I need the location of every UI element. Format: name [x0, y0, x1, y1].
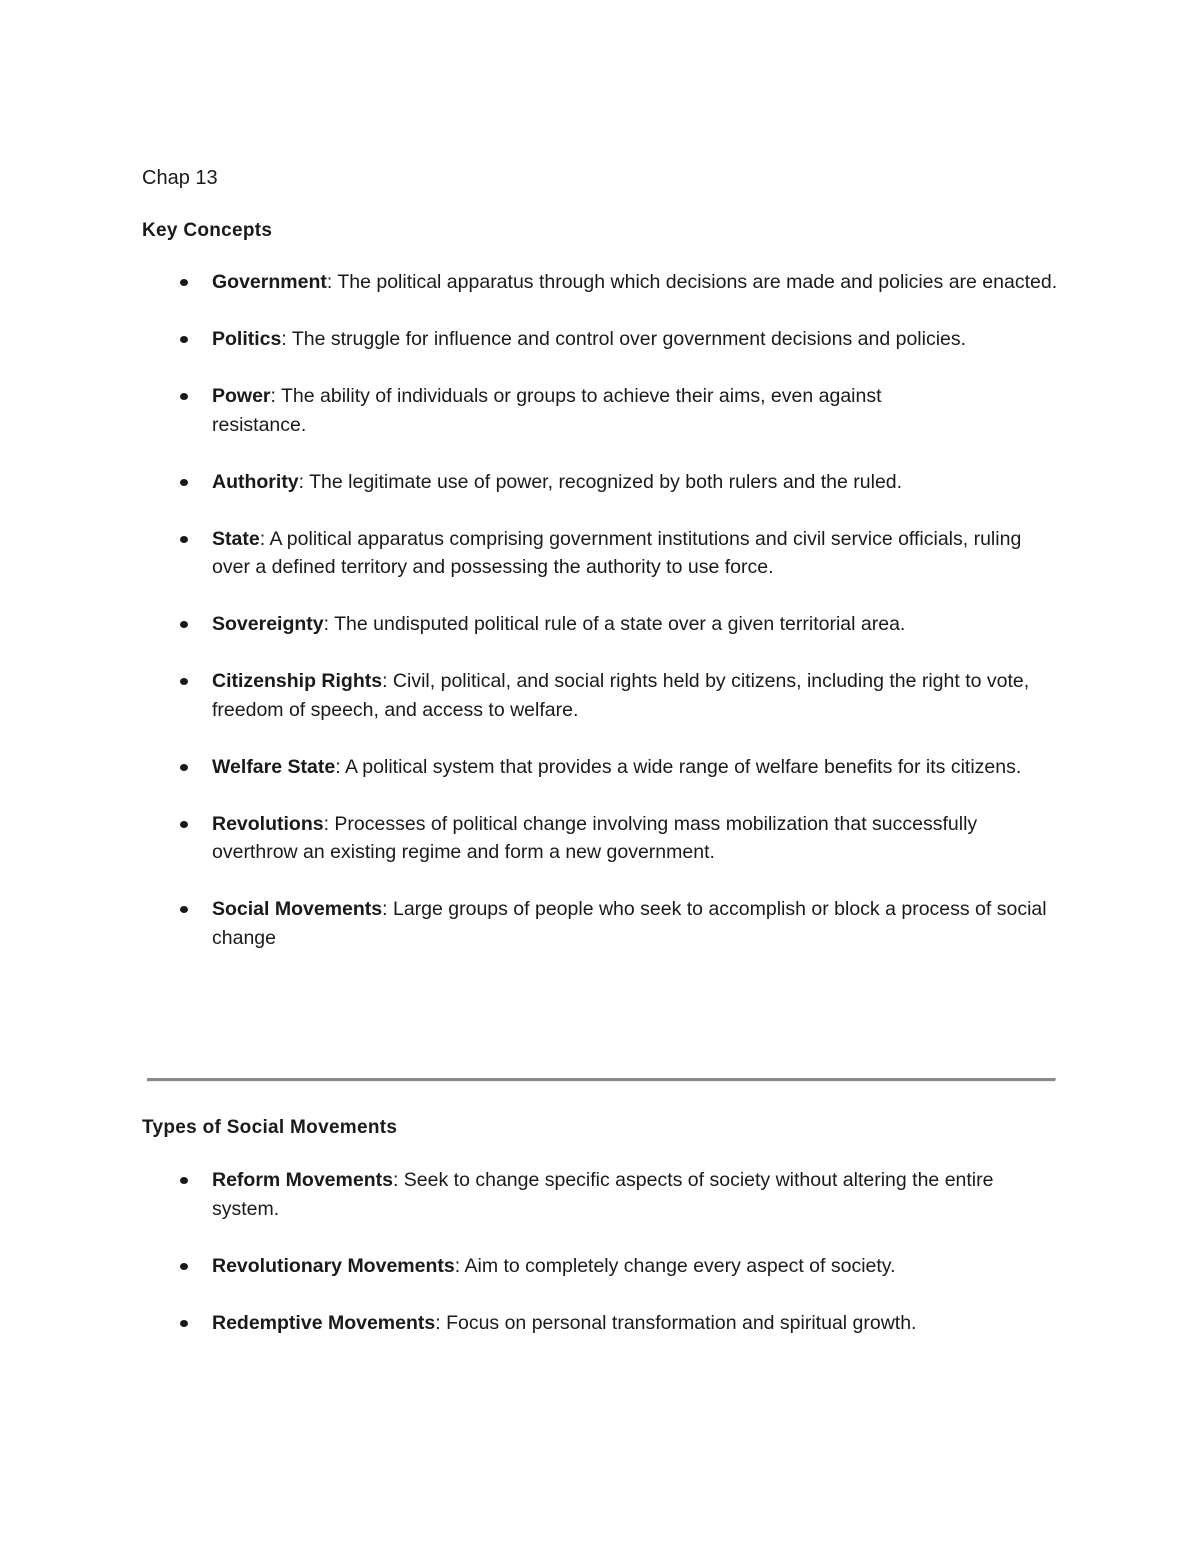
social-movements-list [142, 1166, 1062, 1366]
bullet-icon [180, 821, 188, 828]
definition: : A political system that provides a wide range of welfare benefits for its citizens. [335, 755, 1022, 778]
definition: : The legitimate use of power, recognized by both rulers and the ruled. [298, 470, 903, 493]
list-item [142, 525, 1062, 582]
term: Revolutions [212, 812, 324, 835]
term: Redemptive Movements [212, 1311, 436, 1334]
list-item [142, 1309, 1062, 1338]
bullet-icon [180, 1263, 188, 1270]
list-item [142, 667, 1062, 724]
term: Authority [212, 470, 299, 493]
list-item [142, 268, 1062, 297]
term: State [212, 527, 260, 550]
key-concepts-heading: Key Concepts [142, 220, 273, 241]
term: Social Movements [212, 898, 383, 920]
definition: : Aim to completely change every aspect of society. [454, 1254, 896, 1277]
definition: : The ability of individuals or groups to achieve their aims, even against resistance. [212, 385, 882, 436]
list-item [142, 325, 1062, 354]
list-item [142, 610, 1062, 639]
social-movements-heading: Types of Social Movements [142, 1117, 398, 1138]
bullet-icon [180, 678, 188, 685]
bullet-icon [180, 764, 188, 771]
bullet-icon [180, 279, 188, 286]
definition: : Civil, political, and social rights held by citizens, including the right to vote, freedom of speech, and access to welfare. [212, 670, 1030, 721]
term: Politics [212, 328, 282, 350]
definition: : Seek to change specific aspects of society without altering the entire system. [212, 1169, 994, 1220]
definition: : The struggle for influence and control over government decisions and policies. [281, 328, 967, 350]
list-item [142, 895, 1062, 952]
definition: : The political apparatus through which decisions are made and policies are enacted. [326, 271, 1058, 293]
bullet-icon [180, 1320, 188, 1327]
bullet-icon [180, 1177, 188, 1184]
section-divider [147, 1078, 1056, 1082]
bullet-icon [180, 536, 188, 543]
term: Power [212, 385, 271, 407]
list-item [142, 382, 1062, 439]
list-item [142, 753, 1062, 782]
term: Reform Movements [212, 1169, 393, 1191]
bullet-icon [180, 621, 188, 628]
term: Citizenship Rights [212, 670, 383, 692]
definition: : The undisputed political rule of a state over a given territorial area. [323, 613, 906, 635]
bullet-icon [180, 336, 188, 343]
bullet-icon [180, 479, 188, 486]
term: Revolutionary Movements [212, 1254, 455, 1277]
term: Sovereignty [212, 613, 324, 635]
list-item [142, 1252, 1062, 1281]
list-item [142, 810, 1062, 867]
definition: : Large groups of people who seek to accomplish or block a process of social change [212, 898, 1047, 949]
list-item [142, 1166, 1062, 1223]
key-concepts-list [142, 268, 1062, 981]
definition: : Processes of political change involving mass mobilization that successfully overthrow an existing regime and form a new government. [212, 812, 978, 863]
term: Government [212, 271, 327, 293]
bullet-icon [180, 393, 188, 400]
definition: : Focus on personal transformation and spiritual growth. [435, 1311, 917, 1334]
list-item [142, 468, 1062, 497]
definition: : A political apparatus comprising government institutions and civil service officials, ruling over a defined territory and possessing the authority to use force. [212, 527, 1022, 578]
chapter-label: Chap 13 [142, 167, 218, 189]
term: Welfare State [212, 755, 336, 778]
bullet-icon [180, 906, 188, 913]
